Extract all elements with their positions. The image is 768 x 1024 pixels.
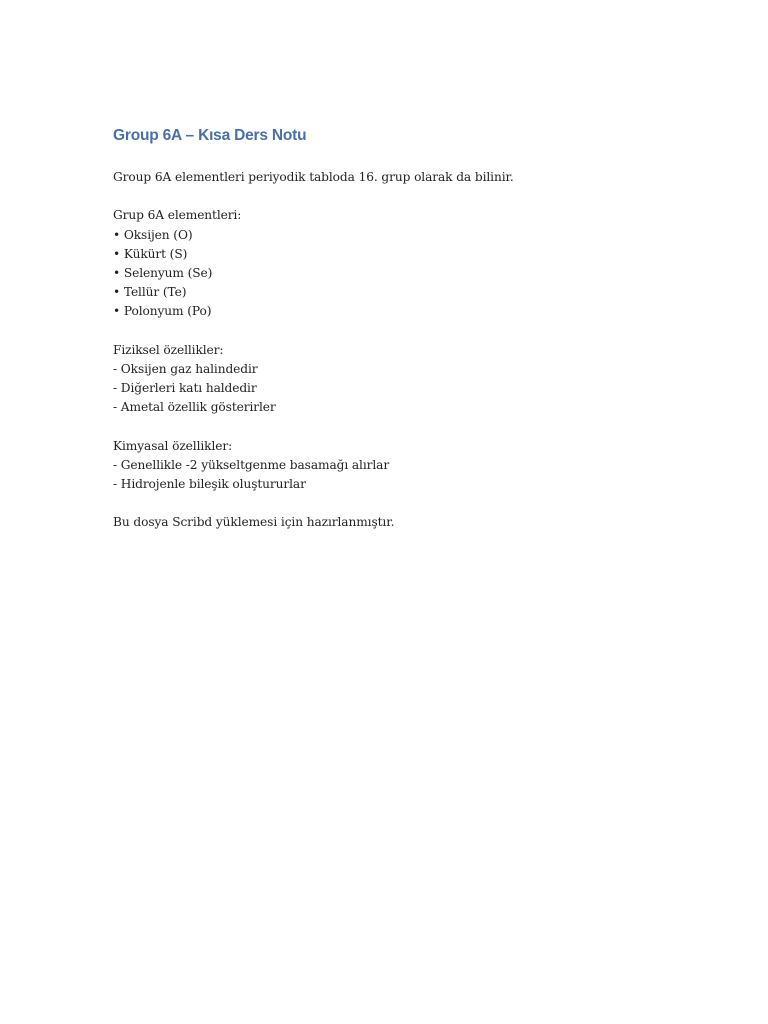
document-content [113, 124, 673, 533]
footer-note: Bu dosya Scribd yüklemesi için hazırlanmıştır. [113, 515, 395, 530]
footer-note-paragraph [113, 513, 673, 532]
intro-text: Group 6A elementleri periyodik tabloda 16. grup olarak da bilinir. [113, 170, 514, 184]
intro-paragraph [113, 168, 673, 187]
chemical-properties-section [113, 437, 673, 495]
list-item: • Tellür (Te) [113, 285, 187, 300]
list-item: • Oksijen (O) [113, 227, 193, 242]
chemical-properties-heading: Kimyasal özellikler: [113, 438, 233, 453]
list-item: - Oksijen gaz halindedir [113, 361, 258, 376]
list-item: • Kükürt (S) [113, 246, 188, 261]
list-item: - Genellikle -2 yükseltgenme basamağı alırlar [113, 457, 390, 472]
list-item: • Polonyum (Po) [113, 304, 212, 319]
document-title: Group 6A – Kısa Ders Notu [113, 127, 307, 144]
elements-heading: Grup 6A elementleri: [113, 208, 242, 223]
list-item: - Diğerleri katı haldedir [113, 381, 257, 396]
physical-properties-heading: Fiziksel özellikler: [113, 342, 224, 357]
elements-section [113, 206, 673, 321]
list-item: - Ametal özellik gösterirler [113, 400, 276, 415]
physical-properties-section [113, 341, 673, 418]
list-item: • Selenyum (Se) [113, 265, 213, 280]
list-item: - Hidrojenle bileşik oluştururlar [113, 477, 306, 491]
